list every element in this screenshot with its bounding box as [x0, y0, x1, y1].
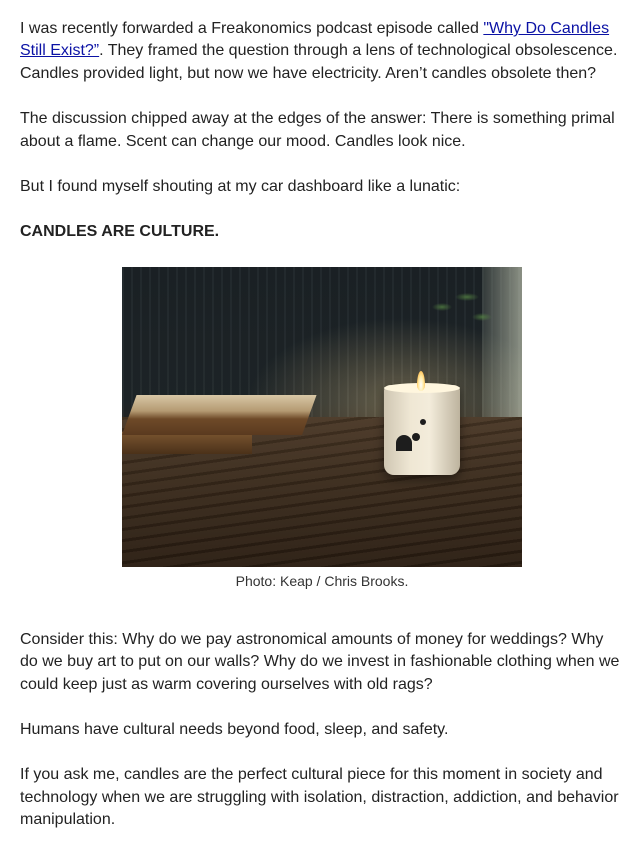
candle-figure — [20, 267, 624, 589]
paragraph-consider: Consider this: Why do we pay astronomical amounts of money for weddings? Why do we buy art to put on our walls? Why do we invest in fashionable clothing when we could keep just as warm covering ourselves with old rags? — [20, 630, 620, 693]
paragraph-intro — [20, 18, 624, 85]
intro-text-continued: . They framed the question through a lens of technological obsolescence. Candles provided light, but now we have electricity. Aren’t candles obsolete then? — [20, 42, 618, 82]
photo-caption: Photo: Keap / Chris Brooks. — [235, 572, 409, 589]
podcast-episode-link[interactable]: "Why Do Candles Still Exist?” — [20, 20, 610, 60]
candles-are-culture-heading: CANDLES ARE CULTURE. — [20, 223, 220, 241]
paragraph-discussion: The discussion chipped away at the edges of the answer: There is something primal about a flame. Scent can change our mood. Candles look nice. — [20, 110, 615, 150]
article-body — [20, 18, 624, 855]
paragraph-shouting: But I found myself shouting at my car dashboard like a lunatic: — [20, 178, 461, 196]
intro-text: I was recently forwarded a Freakonomics podcast episode called — [20, 20, 484, 37]
candle-photo — [122, 267, 522, 567]
paragraph-conclusion: If you ask me, candles are the perfect cultural piece for this moment in society and technology when we are struggling with isolation, distraction, addiction, and behavior manipulation. — [20, 766, 619, 829]
paragraph-cultural-needs: Humans have cultural needs beyond food, sleep, and safety. — [20, 721, 449, 739]
